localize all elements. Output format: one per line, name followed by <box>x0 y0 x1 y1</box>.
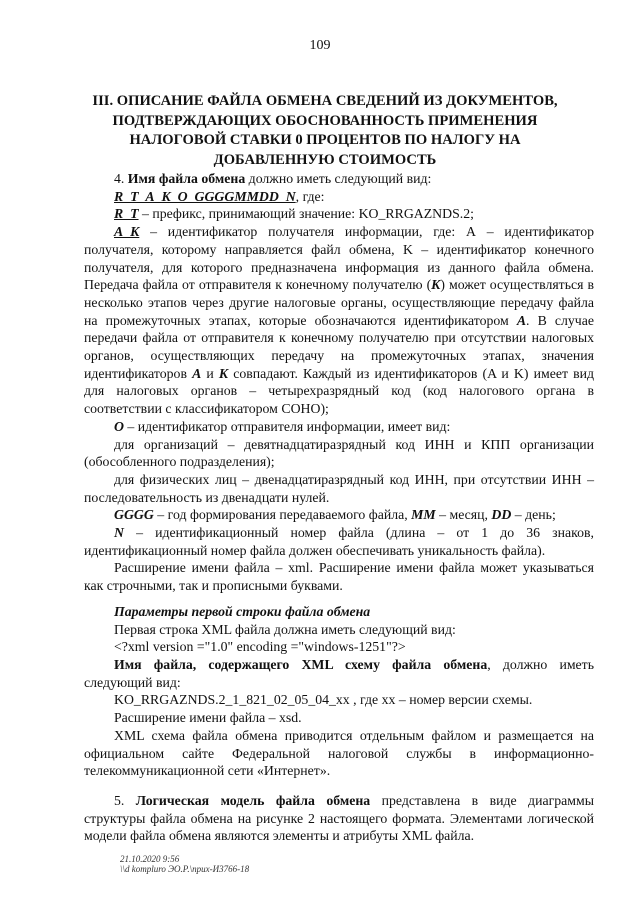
paragraph-sender-id: O – идентификатор отправителя информации, имеет вид: <box>114 418 451 434</box>
paragraph-schema-name: Имя файла, содержащего XML схему файла обмена, должно иметь следующий вид: <box>84 656 595 690</box>
paragraph-extension: Расширение имени файла – xml. Расширение имени файла может указываться как строчными, так и прописными буквами. <box>84 560 594 594</box>
paragraph-schema-extension: Расширение имени файла – xsd. <box>114 710 302 726</box>
subheading-first-line-params: Параметры первой строки файла обмена <box>114 603 371 619</box>
paragraph-file-name-pattern: R_T_A_K_O_GGGGMMDD_N, где: <box>114 188 325 204</box>
page-number: 109 <box>309 38 331 53</box>
schema-file-name: KO_RRGAZNDS.2_1_821_02_05_04_xx , где xx – номер версии схемы. <box>114 692 533 708</box>
paragraph-file-name: 4. Имя файла обмена должно иметь следующий вид: <box>114 171 432 186</box>
footer-timestamp: 21.10.2020 9:56 <box>120 854 180 864</box>
footer-stamp <box>120 854 249 874</box>
paragraph-date: GGGG – год формирования передаваемого файла, MM – месяц, DD – день; <box>114 507 556 523</box>
xml-declaration: <?xml version ="1.0" encoding ="windows-1251"?> <box>114 639 406 655</box>
paragraph-individuals: для физических лиц – двенадцатиразрядный код ИНН, при отсутствии ИНН – последовательность из двенадцати нулей. <box>84 471 594 505</box>
paragraph-organizations: для организаций – девятнадцатиразрядный код ИНН и КПП организации (обособленного подразделения); <box>84 436 594 470</box>
section-title: III. ОПИСАНИЕ ФАЙЛА ОБМЕНА СВЕДЕНИЙ ИЗ ДОКУМЕНТОВ, ПОДТВЕРЖДАЮЩИХ ОБОСНОВАННОСТЬ ПРИМЕНЕНИЯ НАЛОГОВОЙ СТАВКИ 0 ПРОЦЕНТОВ ПО НАЛОГУ НА ДОБАВЛЕННУЮ СТОИМОСТЬ <box>92 93 558 168</box>
paragraph-schema-publication: XML схема файла обмена приводится отдельным файлом и размещается на официальном сайте Федеральной налоговой службы в информационно-телекоммуникационной сети «Интернет». <box>84 727 594 779</box>
paragraph-first-line: Первая строка XML файла должна иметь следующий вид: <box>114 621 456 637</box>
paragraph-recipient-id: A_K – идентификатор получателя информации, где: А – идентификатор получателя, которому направляется файл обмена, K – идентификатор конечного получателя, для которого предназначена информация из данного файла обмена. Передача файла от отправителя к конечному получателю (K) может осуществляться в несколько этапов через другие налоговые органы, осуществляющие передачу файла на промежуточных этапах, которые обозначаются идентификатором A. В случае передачи файла от отправителя к конечному получателю при отсутствии налоговых органов, осуществляющих передачу на промежуточных этапах, значения идентификаторов A и K совпадают. Каждый из идентификаторов (A и K) имеет вид для налоговых органов – четырехразрядный код (код налогового органа в соответствии с классификатором СОНО); <box>84 224 594 417</box>
document-body <box>84 170 594 845</box>
paragraph-logical-model: 5. Логическая модель файла обмена представлена в виде диаграммы структуры файла обмена на рисунке 2 настоящего формата. Элементами логической модели файла обмена являются элементы и атрибуты XML файла. <box>84 792 594 844</box>
footer-file-path: \\d kompluro ЭО.Р.\приx-И3766-18 <box>120 864 250 874</box>
paragraph-prefix: R_T – префикс, принимающий значение: KO_RRGAZNDS.2; <box>114 206 474 222</box>
paragraph-file-id: N – идентификационный номер файла (длина – от 1 до 36 знаков, идентификационный номер файла должен обеспечивать уникальность файла). <box>84 525 594 558</box>
